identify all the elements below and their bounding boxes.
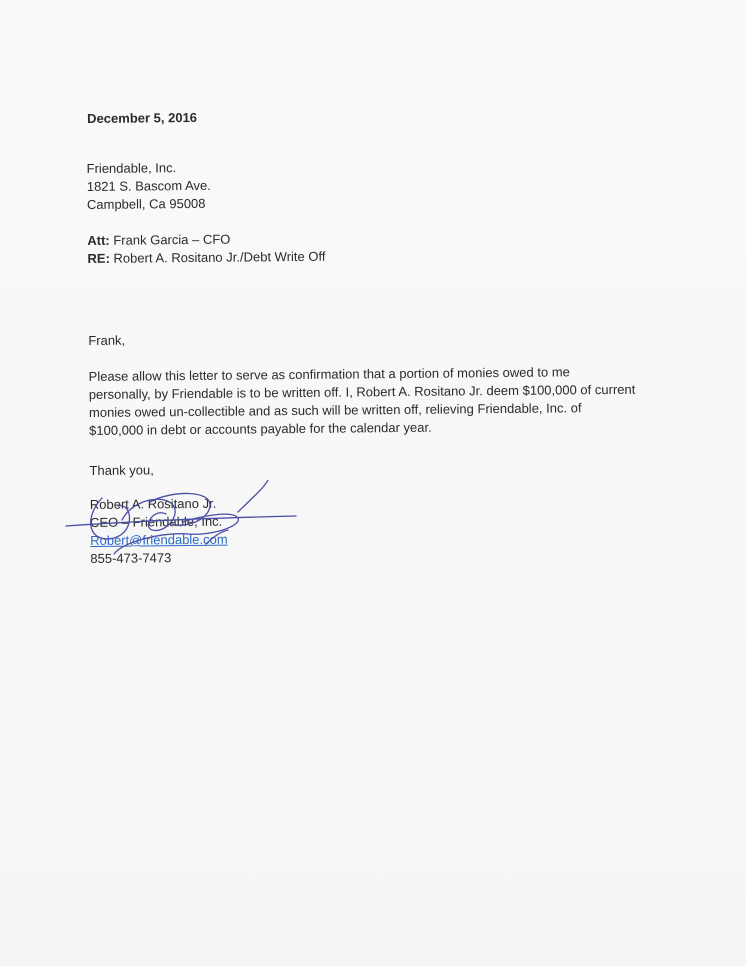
address-line-company: Friendable, Inc. — [86, 160, 177, 176]
signer-name: Robert A. Rositano Jr. — [89, 495, 217, 512]
email-link[interactable]: Robert@friendable.com — [90, 531, 228, 548]
closing-line: Thank you, — [89, 462, 154, 478]
paragraph-line: monies owed un-collectible and as such will be written off, relieving Friendable, Inc. of — [88, 400, 582, 420]
reference-block — [87, 226, 687, 268]
letter-paragraph — [89, 363, 650, 440]
phone-number: 855-473-7473 — [90, 550, 172, 566]
paragraph-line: $100,000 in debt or accounts payable for the calendar year. — [89, 419, 432, 438]
subject-label: RE: — [87, 250, 110, 266]
paragraph-line: Please allow this letter to serve as confirmation that a portion of monies owed to me — [88, 364, 570, 384]
handwritten-signature — [62, 480, 302, 560]
attention-label: Att: — [87, 232, 110, 248]
address-line-city: Campbell, Ca 95008 — [86, 195, 206, 212]
address-line-street: 1821 S. Bascom Ave. — [86, 177, 211, 194]
subject-value: Robert A. Rositano Jr./Debt Write Off — [113, 248, 326, 266]
letter-date: December 5, 2016 — [87, 109, 198, 126]
recipient-address — [87, 154, 687, 214]
signer-title: CEO – Friendable, Inc. — [89, 513, 223, 530]
salutation: Frank, — [88, 332, 126, 348]
paragraph-line: personally, by Friendable is to be written off. I, Robert A. Rositano Jr. deem $100,000 of current — [88, 381, 636, 402]
attention-value: Frank Garcia – CFO — [113, 231, 231, 248]
